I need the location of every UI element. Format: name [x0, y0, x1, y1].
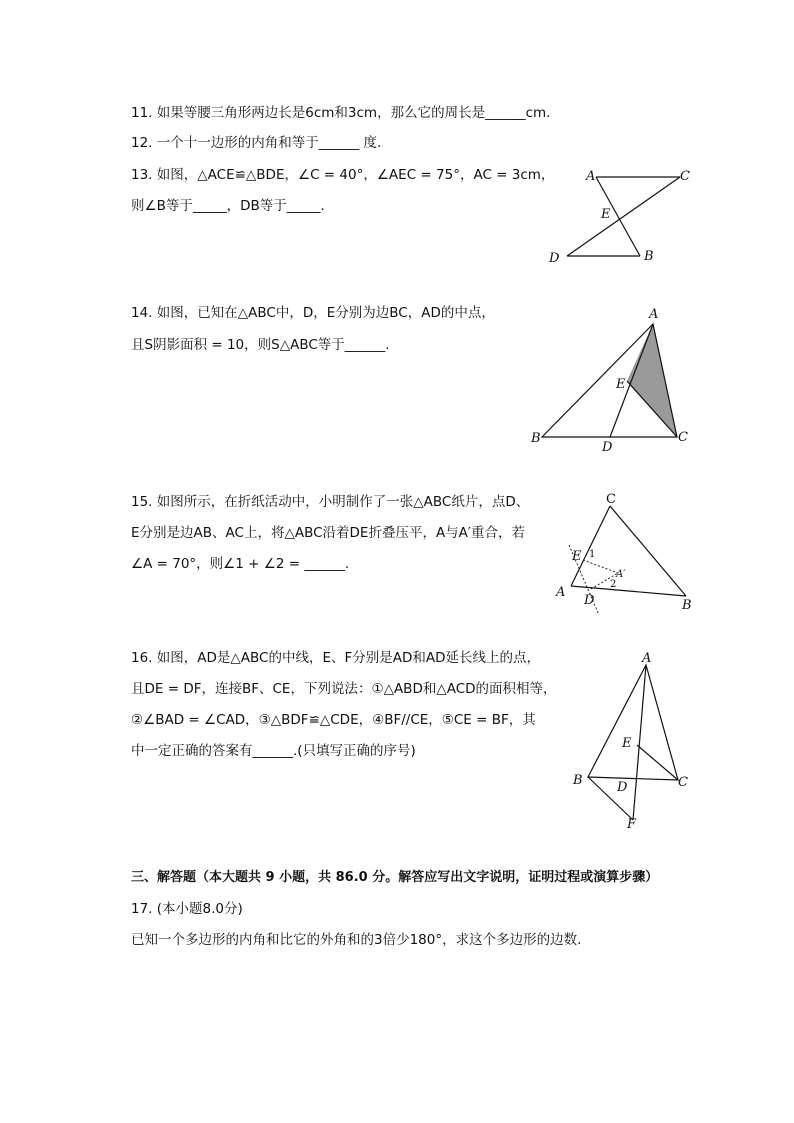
label-A: A — [642, 651, 652, 666]
figure-q14-triangle — [525, 300, 705, 460]
section-3-title: 三、解答题（本大题共 9 小题，共 86.0 分。解答应写出文字说明，证明过程或演算步骤） — [131, 870, 659, 885]
label-D: D — [617, 780, 628, 795]
question-14-line2: 且S阴影面积 = 10，则S△ABC等于______. — [131, 337, 390, 353]
question-11: 11. 如果等腰三角形两边长是6cm和3cm，那么它的周长是______cm. — [131, 105, 551, 121]
shaded-region — [627, 324, 677, 437]
label-B: B — [682, 598, 692, 613]
label-A-prime: A′ — [616, 569, 626, 580]
label-B: B — [573, 773, 583, 788]
question-15-line1: 15. 如图所示，在折纸活动中，小明制作了一张△ABC纸片，点D、 — [131, 494, 530, 510]
label-A: A — [556, 585, 566, 600]
label-B: B — [531, 431, 541, 446]
label-D: D — [602, 440, 613, 455]
figure-q13-triangles — [540, 160, 710, 270]
label-E: E — [622, 736, 632, 751]
label-angle-2: 2 — [610, 579, 617, 590]
question-16-line1: 16. 如图，AD是△ABC的中线，E、F分别是AD和AD延长线上的点， — [131, 650, 541, 666]
label-B: B — [644, 249, 654, 264]
label-A: A — [586, 169, 596, 184]
label-C: C — [678, 775, 688, 790]
question-15-line3: ∠A = 70°，则∠1 + ∠2 = ______. — [131, 556, 350, 572]
label-E: E — [616, 377, 626, 392]
question-13-line2: 则∠B等于_____，DB等于_____. — [131, 198, 325, 214]
label-D: D — [584, 593, 595, 608]
label-D: D — [549, 251, 560, 266]
figure-q16-triangle — [560, 645, 710, 835]
question-16-line4: 中一定正确的答案有______.(只填写正确的序号) — [131, 743, 416, 759]
label-F: F — [627, 817, 637, 832]
question-16-line2: 且DE = DF，连接BF、CE，下列说法：①△ABD和△ACD的面积相等， — [131, 681, 557, 697]
question-12: 12. 一个十一边形的内角和等于______ 度. — [131, 135, 382, 151]
question-15-line2: E分别是边AB、AC上，将△ABC沿着DE折叠压平，A与A′重合，若 — [131, 525, 525, 541]
question-16-line3: ②∠BAD = ∠CAD，③△BDF≌△CDE，④BF//CE，⑤CE = BF，其 — [131, 712, 536, 728]
question-13-line1: 13. 如图，△ACE≌△BDE，∠C = 40°，∠AEC = 75°，AC = 3cm， — [131, 167, 555, 183]
label-E: E — [601, 207, 611, 222]
question-17-text: 已知一个多边形的内角和比它的外角和的3倍少180°，求这个多边形的边数. — [131, 932, 582, 948]
figure-q15-folded-triangle — [550, 485, 710, 620]
label-A: A — [649, 307, 659, 322]
label-E: E — [572, 549, 582, 564]
question-14-line1: 14. 如图，已知在△ABC中，D，E分别为边BC，AD的中点， — [131, 305, 495, 321]
question-17-header: 17. (本小题8.0分) — [131, 901, 243, 917]
label-C: C — [680, 169, 690, 184]
label-C: C — [678, 430, 688, 445]
label-C: C — [606, 492, 616, 507]
label-angle-1: 1 — [589, 549, 596, 560]
